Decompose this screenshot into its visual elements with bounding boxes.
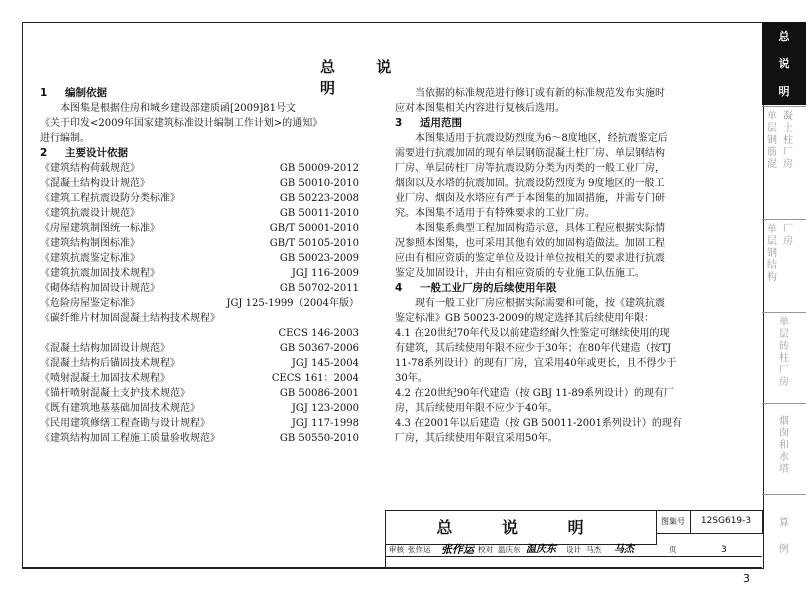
standard-code: CECS 146-2003	[278, 328, 359, 339]
standard-name: 《混凝土结构加固设计规范》	[40, 343, 170, 354]
paragraph-line: 鉴定及加固设计，并由有相应资质的专业施工队伍施工。	[395, 268, 645, 279]
standard-code: GB 50702-2011	[279, 283, 359, 294]
paragraph-line: 应由有相应资质的鉴定单位及设计单位按相关的要求进行抗震	[395, 253, 665, 264]
standard-name: 《建筑工程抗震设防分类标准》	[40, 193, 180, 204]
standard-code: GB 50223-2008	[279, 193, 359, 204]
section-1-heading	[40, 86, 365, 101]
signature-row	[386, 544, 762, 557]
standard-name: 《建筑抗震设计规范》	[40, 208, 140, 219]
paragraph-line: 本图集是根据住房和城乡建设部建质函[2009]81号文	[60, 103, 296, 114]
page-title: 总 说 明	[320, 58, 410, 97]
chapter-sidebar	[762, 22, 806, 567]
check-label: 校对	[478, 545, 493, 554]
standard-name: 《混凝土结构设计规范》	[40, 178, 150, 189]
standard-row	[40, 176, 365, 191]
standard-name: 《建筑抗震加固技术规程》	[40, 268, 160, 279]
standard-row	[40, 251, 365, 266]
sidebar-label: 单层钢结构	[767, 224, 777, 283]
left-column	[40, 86, 365, 446]
paragraph-line: 进行编制。	[40, 133, 90, 144]
page-label: 页	[669, 545, 677, 554]
standard-code: GB 50086-2001	[279, 388, 359, 399]
section-title: 编制依据	[65, 87, 107, 99]
check-signature: 温庆东	[526, 544, 556, 555]
standard-code: JGJ 123-2000	[291, 403, 359, 414]
section-number: 4	[395, 282, 403, 294]
paragraph-line: 烟囱以及水塔的抗震加固。抗震设防烈度为 9度地区的一般工	[395, 178, 665, 189]
standard-code: CECS 161：2004	[271, 373, 359, 384]
sidebar-item-general-notes[interactable]	[762, 22, 806, 105]
standard-name: 《建筑结构制图标准》	[40, 238, 140, 249]
standard-code: JGJ 125-1999（2004年版）	[226, 298, 359, 309]
paragraph-line: 11-78系列设计）的现有厂房，宜采用40年或更长，且不得少于	[395, 358, 677, 369]
sidebar-item-steel-plant[interactable]	[762, 219, 806, 312]
standard-code: GB/T 50001-2010	[269, 223, 359, 234]
standard-row	[40, 296, 365, 311]
standard-code: JGJ 117-1998	[291, 418, 359, 429]
standard-name: 《锚杆喷射混凝土支护技术规范》	[40, 388, 190, 399]
standard-row	[40, 416, 365, 431]
standard-name: 《建筑抗震鉴定标准》	[40, 253, 140, 264]
section-title: 适用范围	[420, 117, 462, 129]
sidebar-label: 算例	[779, 518, 789, 555]
paragraph-line: 究。本图集不适用于有特殊要求的工业厂房。	[395, 208, 595, 219]
paragraph-line: 业厂房、烟囱及水塔应有严于本图集的加固措施，并需专门研	[395, 193, 665, 204]
paragraph-line: 4.1 在20世纪70年代及以前建造经耐久性鉴定可继续使用的现	[395, 328, 670, 339]
sidebar-label: 单层钢筋混	[767, 111, 777, 170]
standard-code: GB 50009-2012	[279, 163, 359, 174]
standard-row	[40, 371, 365, 386]
section-title: 一般工业厂房的后续使用年限	[420, 282, 557, 294]
standard-code: GB 50011-2010	[279, 208, 359, 219]
paragraph-line: 《关于印发<2009年国家建筑标准设计编制工作计划>的通知》	[40, 118, 323, 129]
paragraph-line: 厂房，其后续使用年限宜采用50年。	[395, 433, 558, 444]
check-name: 温庆东	[498, 545, 521, 554]
paragraph-line: 当依据的标准规范进行修订或有新的标准规范发布实施时	[415, 88, 665, 99]
paragraph-line: 本图集系典型工程加固构造示意，具体工程应根据实际情	[415, 223, 665, 234]
standard-row	[40, 431, 365, 446]
standard-row	[40, 221, 365, 236]
section-title: 主要设计依据	[65, 147, 128, 159]
paragraph-line: 本图集适用于抗震设防烈度为6～8度地区，经抗震鉴定后	[415, 133, 668, 144]
sidebar-label: 凝土柱厂房	[783, 111, 793, 170]
paragraph-line: 鉴定标准》GB 50023-2009的规定选择其后续使用年限：	[395, 313, 655, 324]
design-signature: 马杰	[614, 544, 634, 555]
standard-row	[40, 236, 365, 251]
title-block-name: 总 说 明	[386, 511, 657, 545]
paragraph-line: 现有一般工业厂房应根据实际需要和可能，按《建筑抗震	[415, 298, 665, 309]
sidebar-char: 总	[778, 29, 790, 43]
standard-row	[40, 341, 365, 356]
standard-name: 《碳纤维片材加固混凝土结构技术规程》	[40, 313, 220, 324]
paragraph-line: 有建筑，其后续使用年限不应少于30年；在80年代建造（按TJ	[395, 343, 672, 354]
standard-code: JGJ 145-2004	[291, 358, 359, 369]
section-number: 3	[395, 117, 403, 129]
standard-row	[40, 191, 365, 206]
standard-row	[40, 206, 365, 221]
standard-code: GB 50023-2009	[279, 253, 359, 264]
design-name: 马杰	[586, 545, 601, 554]
page-number: 3	[743, 572, 750, 585]
paragraph-line: 况参照本图集，也可采用其他有效的加固构造做法。加固工程	[395, 238, 665, 249]
standard-code: GB/T 50105-2010	[269, 238, 359, 249]
section-4-heading	[395, 281, 750, 296]
standard-row	[40, 266, 365, 281]
review-signature: 张作运	[441, 543, 474, 556]
standard-name: 《混凝土结构后锚固技术规程》	[40, 358, 180, 369]
standard-name: 《砌体结构加固设计规范》	[40, 283, 160, 294]
standards-list	[40, 161, 365, 446]
atlas-number: 12SG619-3	[700, 516, 752, 526]
atlas-label-cell	[656, 511, 691, 534]
standard-name: 《危险房屋鉴定标准》	[40, 298, 140, 309]
section-3-heading	[395, 116, 750, 131]
page-number-cell: 3	[721, 545, 727, 555]
paragraph-line: 30年。	[395, 373, 428, 384]
right-column	[395, 86, 750, 446]
review-label: 审核	[389, 545, 404, 554]
standard-code: GB 50550-2010	[279, 433, 359, 444]
standard-code: JGJ 116-2009	[291, 268, 359, 279]
standard-name: 《喷射混凝土加固技术规程》	[40, 373, 170, 384]
section-number: 2	[40, 147, 48, 159]
standard-name: 《既有建筑地基基础加固技术规范》	[40, 403, 200, 414]
sidebar-char: 明	[778, 85, 790, 99]
sidebar-label: 厂房	[783, 224, 793, 247]
standard-row	[40, 281, 365, 296]
atlas-label: 图集号	[661, 517, 685, 526]
sidebar-item-brick-column-plant[interactable]	[762, 312, 806, 403]
paragraph-line: 应对本图集相关内容进行复核后选用。	[395, 103, 565, 114]
section-2-heading	[40, 146, 365, 161]
standard-name: 《房屋建筑制图统一标准》	[40, 223, 160, 234]
standard-code: GB 50367-2006	[279, 343, 359, 354]
sidebar-item-chimney-water-tower[interactable]	[762, 403, 806, 494]
sidebar-item-examples[interactable]	[762, 494, 806, 568]
sidebar-label: 单层砖柱厂房	[779, 317, 789, 388]
standard-row	[40, 356, 365, 371]
section-number: 1	[40, 87, 48, 99]
standard-name: 《建筑结构加固工程施工质量验收规范》	[40, 433, 220, 444]
standard-name: 《建筑结构荷载规范》	[40, 163, 140, 174]
sidebar-label: 烟囱和水塔	[779, 416, 789, 475]
atlas-no-cell	[690, 511, 763, 534]
paragraph-line: 房，其后续使用年限不应少于40年。	[395, 403, 558, 414]
design-label: 设计	[566, 545, 581, 554]
standard-code: GB 50010-2010	[279, 178, 359, 189]
paragraph-line: 厂房、单层砖柱厂房等抗震设防分类为丙类的一般工业厂房，	[395, 163, 665, 174]
paragraph-line: 4.2 在20世纪90年代建造（按 GBJ 11-89系列设计）的现有厂	[395, 388, 675, 399]
standard-row	[40, 386, 365, 401]
standard-row	[40, 401, 365, 416]
standard-name: 《民用建筑修缮工程查勘与设计规程》	[40, 418, 210, 429]
standard-row	[40, 161, 365, 176]
paragraph-line: 需要进行抗震加固的现有单层钢筋混凝土柱厂房、单层钢结构	[395, 148, 665, 159]
title-block	[385, 510, 763, 568]
sidebar-item-rc-column-plant[interactable]	[762, 106, 806, 219]
review-name: 张作运	[408, 545, 431, 554]
paragraph-line: 4.3 在2001年以后建造（按 GB 50011-2001系列设计）的现有	[395, 418, 682, 429]
sidebar-char: 说	[778, 57, 790, 71]
